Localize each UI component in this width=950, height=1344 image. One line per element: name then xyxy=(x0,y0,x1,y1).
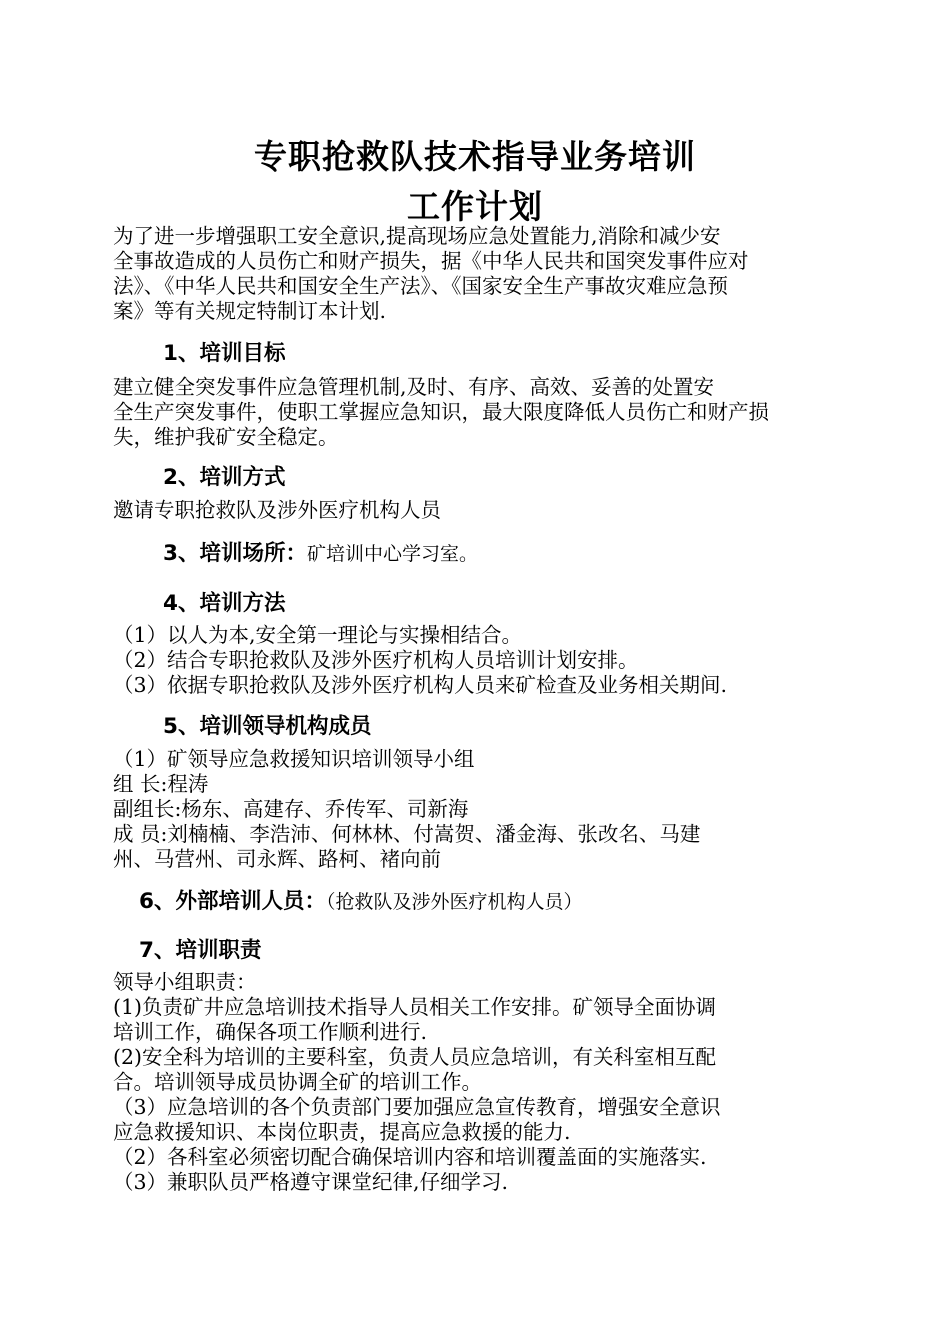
section-7-line: （3）应急培训的各个负责部门要加强应急宣传教育，增强安全意识 xyxy=(113,1095,721,1119)
section-6-value: （抢救队及涉外医疗机构人员） xyxy=(325,891,583,913)
section-5-line: 成 员:刘楠楠、李浩沛、何林林、付嵩贺、潘金海、张改名、马建 xyxy=(113,822,701,846)
intro-line: 为了进一步增强职工安全意识,提高现场应急处置能力,消除和减少安 xyxy=(113,224,721,248)
section-1-line: 失，维护我矿安全稳定。 xyxy=(113,425,339,449)
section-3-label: 3、培训场所： xyxy=(163,541,307,566)
section-2-line: 邀请专职抢救队及涉外医疗机构人员 xyxy=(113,498,441,522)
section-heading-4: 4、培训方法 xyxy=(163,591,286,616)
section-7-line: （2）各科室必须密切配合确保培训内容和培训覆盖面的实施落实. xyxy=(113,1145,707,1169)
section-5-line: 副组长:杨东、高建存、乔传军、司新海 xyxy=(113,797,469,821)
section-3-value: 矿培训中心学习室。 xyxy=(306,543,478,565)
document-title: 专职抢救队技术指导业务培训 xyxy=(254,137,696,176)
section-7-line: 合。培训领导成员协调全矿的培训工作。 xyxy=(113,1070,482,1094)
section-4-line: （1）以人为本,安全第一理论与实操相结合。 xyxy=(113,623,523,647)
section-5-line: 州、马营州、司永辉、路柯、褚向前 xyxy=(113,847,441,871)
section-heading-3 xyxy=(163,536,478,567)
document-subtitle: 工作计划 xyxy=(407,187,543,226)
section-heading-2: 2、培训方式 xyxy=(163,465,286,490)
intro-line: 法》、《中华人民共和国安全生产法》、《国家安全生产事故灾难应急预 xyxy=(113,274,728,298)
section-5-line: （1）矿领导应急救援知识培训领导小组 xyxy=(113,747,475,771)
section-7-line: 培训工作，确保各项工作顺利进行. xyxy=(113,1020,428,1044)
intro-line: 全事故造成的人员伤亡和财产损失，据《中华人民共和国突发事件应对 xyxy=(113,249,749,273)
section-heading-1: 1、培训目标 xyxy=(163,341,286,366)
section-heading-5: 5、培训领导机构成员 xyxy=(163,714,372,739)
section-7-line: 应急救援知识、本岗位职责，提高应急救援的能力. xyxy=(113,1120,571,1144)
section-1-line: 全生产突发事件，使职工掌握应急知识，最大限度降低人员伤亡和财产损 xyxy=(113,400,769,424)
section-4-line: （2）结合专职抢救队及涉外医疗机构人员培训计划安排。 xyxy=(113,648,639,672)
intro-line: 案》等有关规定特制订本计划. xyxy=(113,299,387,323)
section-7-line: (2)安全科为培训的主要科室，负责人员应急培训，有关科室相互配 xyxy=(113,1045,717,1069)
section-1-line: 建立健全突发事件应急管理机制,及时、有序、高效、妥善的处置安 xyxy=(113,375,715,399)
section-heading-6 xyxy=(139,884,582,915)
section-6-label: 6、外部培训人员： xyxy=(139,889,326,914)
section-7-line: (1)负责矿井应急培训技术指导人员相关工作安排。矿领导全面协调 xyxy=(113,995,717,1019)
section-7-line: （3）兼职队员严格遵守课堂纪律,仔细学习. xyxy=(113,1170,509,1194)
section-heading-7: 7、培训职责 xyxy=(139,938,262,963)
section-5-line: 组 长:程涛 xyxy=(113,772,209,796)
section-4-line: （3）依据专职抢救队及涉外医疗机构人员来矿检查及业务相关期间. xyxy=(113,673,728,697)
section-7-line: 领导小组职责： xyxy=(113,970,257,994)
